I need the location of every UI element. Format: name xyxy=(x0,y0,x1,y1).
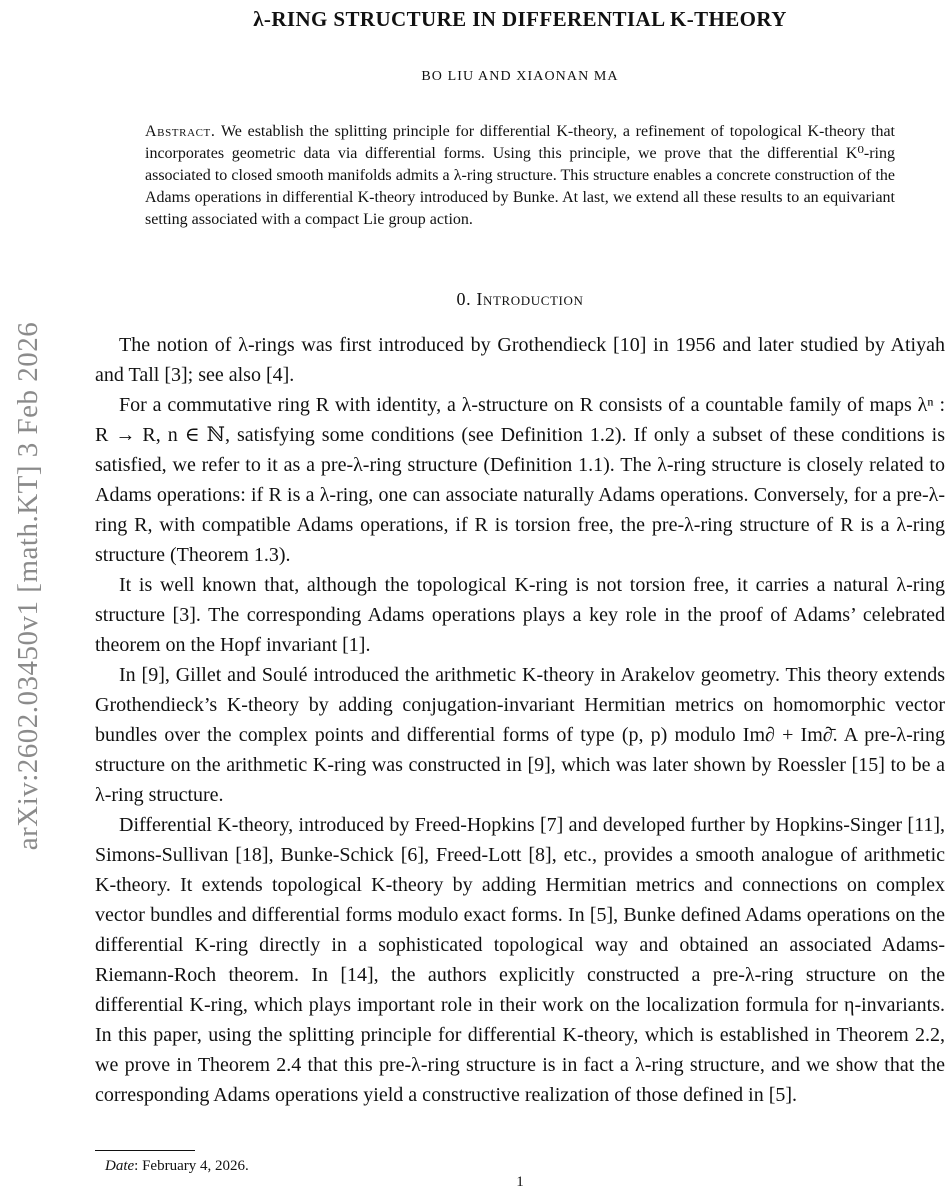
section-heading xyxy=(95,289,945,310)
abstract-label: Abstract. xyxy=(145,123,216,140)
paragraph-4: In [9], Gillet and Soulé introduced the arithmetic K-theory in Arakelov geometry. This theory extends Grothendieck’s K-theory by adding conjugation-invariant Hermitian metrics on homomorphic vector bundles over the complex points and differential forms of type (p, p) modulo Im∂ + Im∂̄. A pre-λ-ring structure on the arithmetic K-ring was constructed in [9], which was later shown by Roessler [15] to be a λ-ring structure. xyxy=(95,664,945,806)
abstract-text: We establish the splitting principle for differential K-theory, a refinement of topological K-theory that incorporates geometric data via differential forms. Using this principle, we prove that the differential K⁰-ring associated to closed smooth manifolds admits a λ-ring structure. This structure enables a concrete construction of the Adams operations in differential K-theory introduced by Bunke. At last, we extend all these results to an equivariant setting associated with a compact Lie group action. xyxy=(145,123,895,228)
paper-page xyxy=(95,0,945,1110)
abstract-block xyxy=(145,121,895,231)
paper-title: λ-RING STRUCTURE IN DIFFERENTIAL K-THEORY xyxy=(253,7,787,31)
section-title: Introduction xyxy=(476,289,584,309)
date-line xyxy=(95,1158,945,1175)
page-number: 1 xyxy=(516,1174,524,1190)
paper-authors: BO LIU AND XIAONAN MA xyxy=(421,69,619,84)
footnote-block xyxy=(95,1150,945,1175)
section-number: 0. xyxy=(456,289,472,309)
date-value: : February 4, 2026. xyxy=(134,1158,249,1174)
date-label: Date xyxy=(105,1158,135,1174)
arxiv-watermark: arXiv:2602.03450v1 [math.KT] 3 Feb 2026 xyxy=(12,321,44,851)
introduction-body xyxy=(95,330,945,1110)
footnote-rule xyxy=(95,1150,195,1151)
paragraph-5: Differential K-theory, introduced by Freed-Hopkins [7] and developed further by Hopkins-Singer [11], Simons-Sullivan [18], Bunke-Schick [6], Freed-Lott [8], etc., provides a smooth analogue of arithmetic K-theory. It extends topological K-theory by adding Hermitian metrics and connections on complex vector bundles and differential forms modulo exact forms. In [5], Bunke defined Adams operations on the differential K-ring directly in a sophisticated topological way and obtained an associated Adams-Riemann-Roch theorem. In [14], the authors explicitly constructed a pre-λ-ring structure on the differential K-ring, which plays important role in their work on the localization formula for η-invariants. In this paper, using the splitting principle for differential K-theory, which is established in Theorem 2.2, we prove in Theorem 2.4 that this pre-λ-ring structure is in fact a λ-ring structure, and we show that the corresponding Adams operations yield a constructive realization of those defined in [5]. xyxy=(95,814,945,1106)
paragraph-2: For a commutative ring R with identity, a λ-structure on R consists of a countable family of maps λⁿ : R → R, n ∈ ℕ, satisfying some conditions (see Definition 1.2). If only a subset of these conditions is satisfied, we refer to it as a pre-λ-ring structure (Definition 1.1). The λ-ring structure is closely related to Adams operations: if R is a λ-ring, one can associate naturally Adams operations. Conversely, for a pre-λ-ring R, with compatible Adams operations, if R is torsion free, the pre-λ-ring structure of R is a λ-ring structure (Theorem 1.3). xyxy=(95,394,945,566)
paragraph-1: The notion of λ-rings was first introduced by Grothendieck [10] in 1956 and later studied by Atiyah and Tall [3]; see also [4]. xyxy=(95,334,945,386)
paragraph-3: It is well known that, although the topological K-ring is not torsion free, it carries a natural λ-ring structure [3]. The corresponding Adams operations plays a key role in the proof of Adams’ celebrated theorem on the Hopf invariant [1]. xyxy=(95,574,945,656)
